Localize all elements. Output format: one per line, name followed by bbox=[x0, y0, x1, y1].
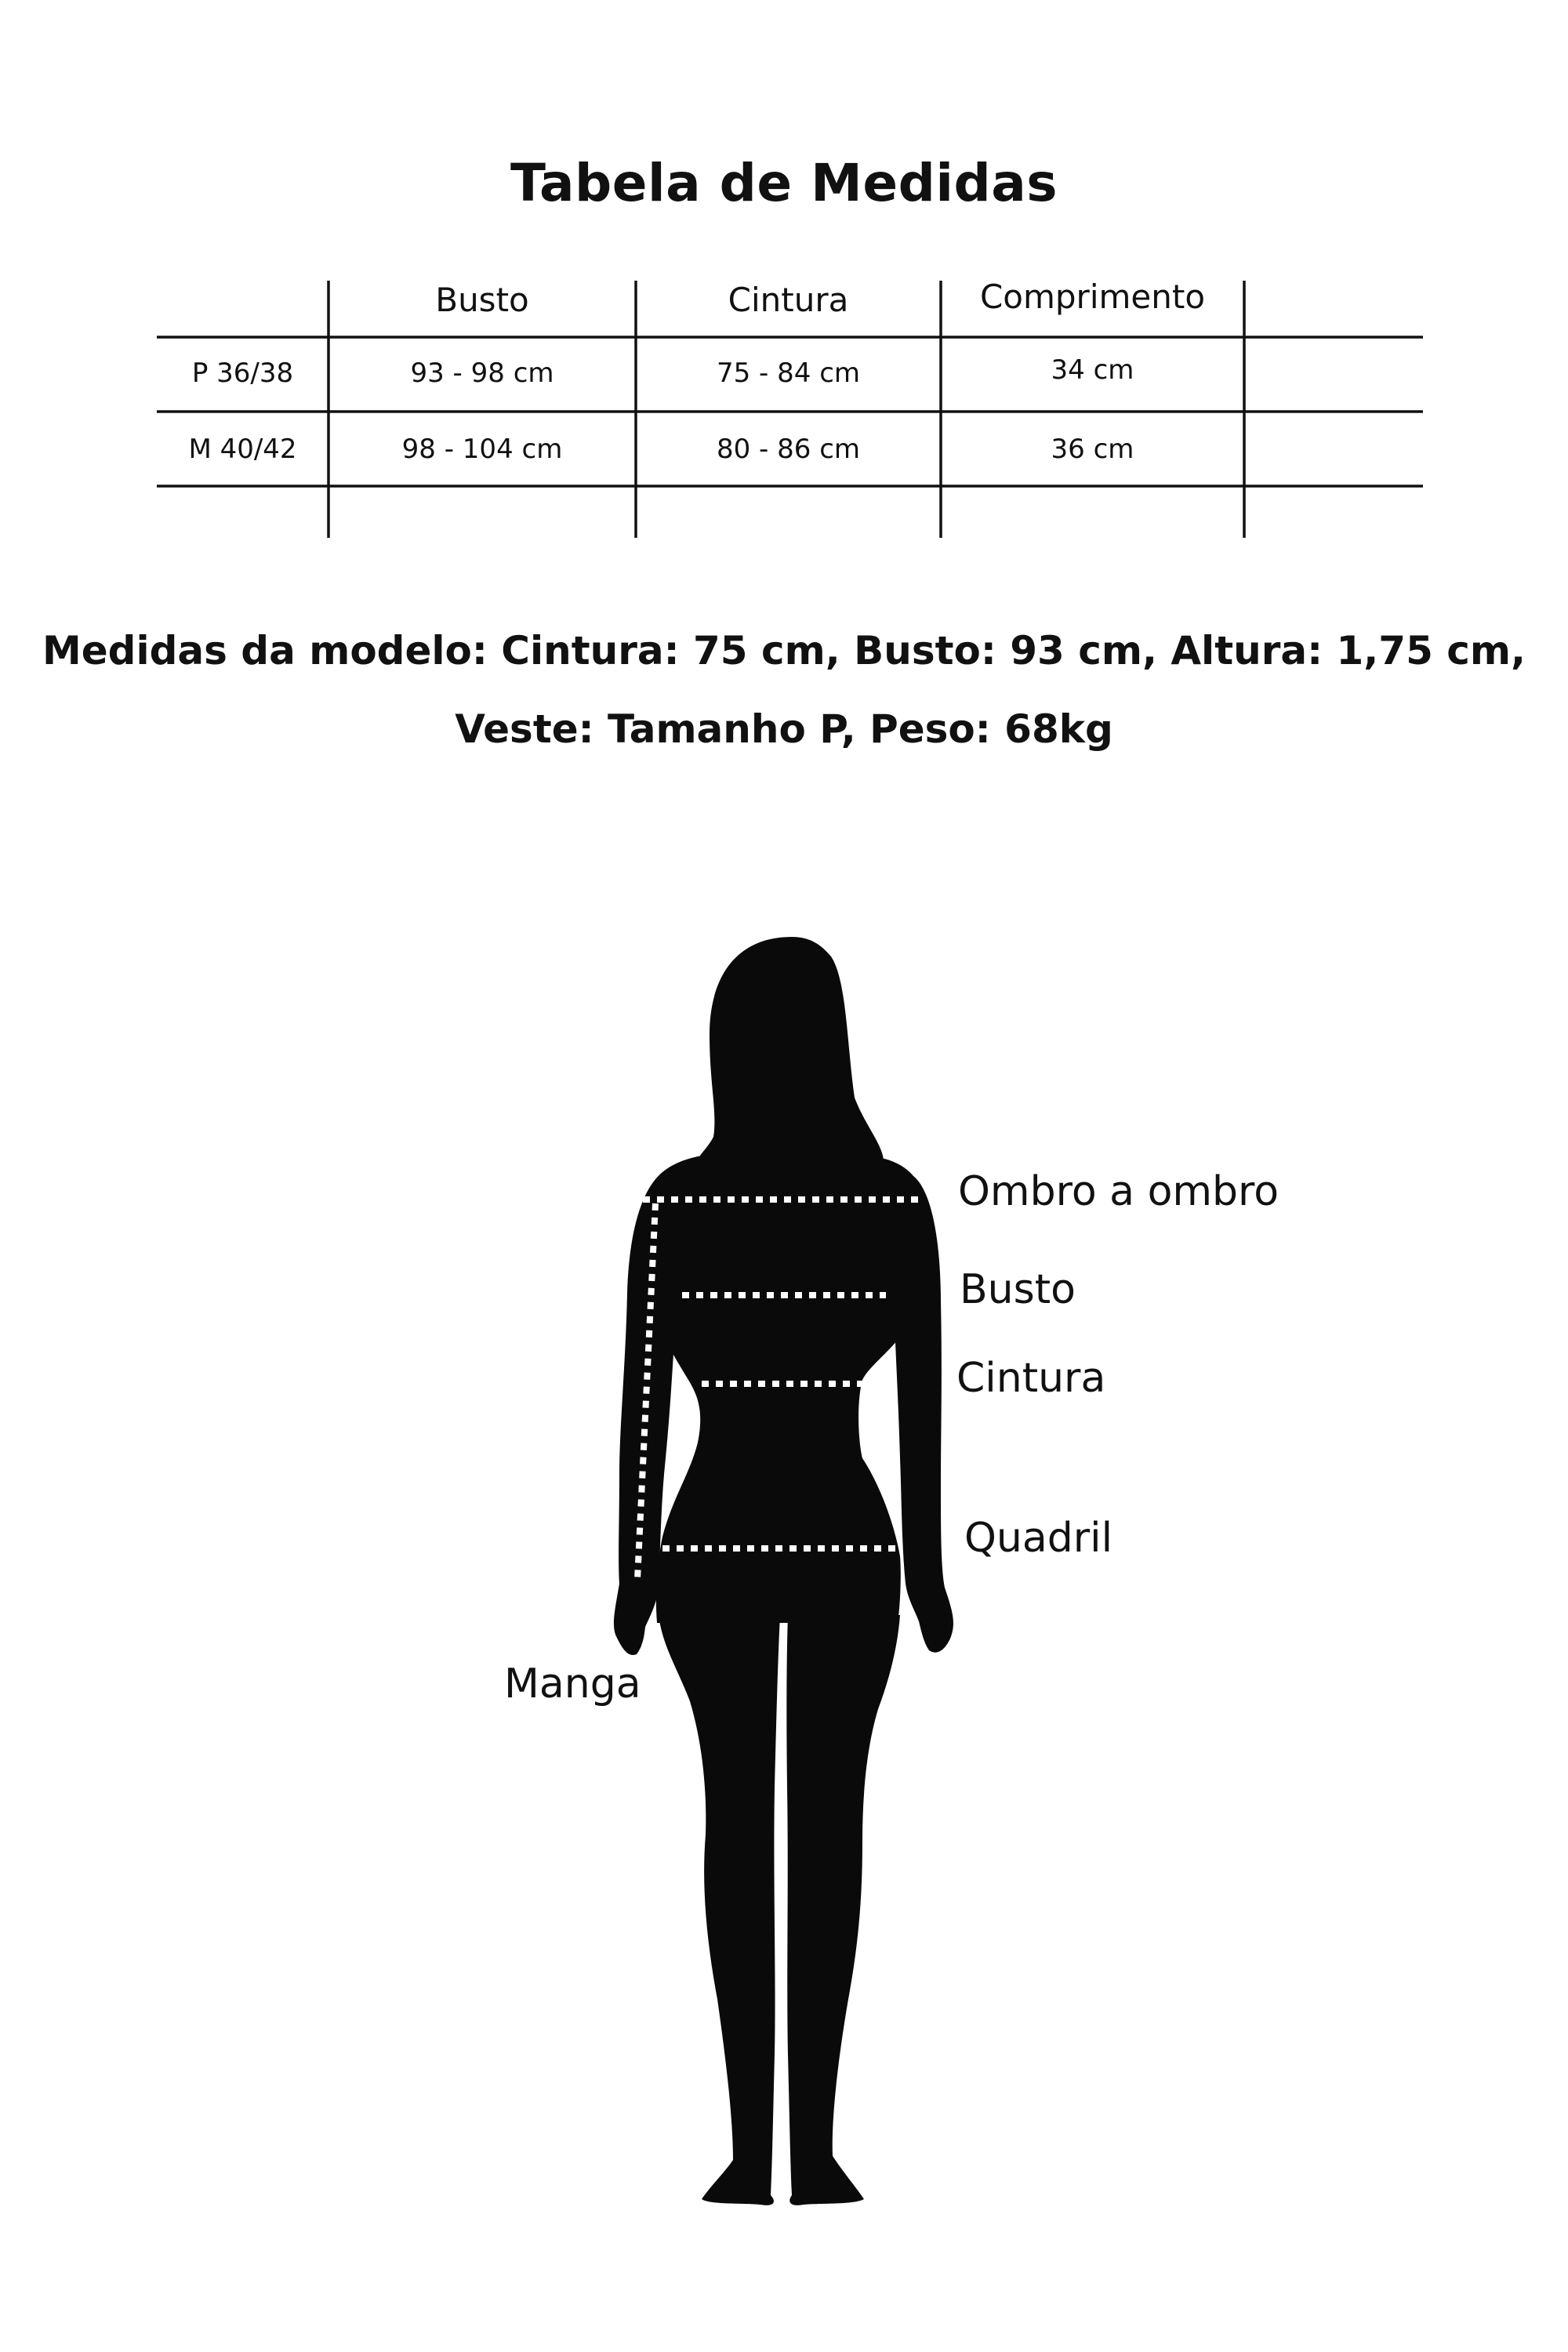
model-measurements-line2: Veste: Tamanho P, Peso: 68kg bbox=[455, 706, 1113, 752]
table-cell: 93 - 98 cm bbox=[410, 358, 554, 389]
table-header-busto: Busto bbox=[435, 281, 529, 319]
table-row-label: M 40/42 bbox=[188, 434, 297, 465]
label-manga: Manga bbox=[504, 1661, 641, 1708]
label-cintura: Cintura bbox=[956, 1355, 1106, 1402]
table-cell: 75 - 84 cm bbox=[716, 358, 861, 389]
label-ombro-a-ombro: Ombro a ombro bbox=[958, 1168, 1279, 1215]
table-cell: 98 - 104 cm bbox=[401, 434, 563, 465]
table-cell: 80 - 86 cm bbox=[716, 434, 861, 465]
table-cell: 34 cm bbox=[1051, 354, 1134, 386]
table-row-label: P 36/38 bbox=[191, 358, 294, 389]
label-busto: Busto bbox=[960, 1266, 1076, 1313]
table-header-cintura: Cintura bbox=[728, 281, 849, 319]
table-cell: 36 cm bbox=[1051, 434, 1134, 465]
page-title: Tabela de Medidas bbox=[510, 153, 1058, 213]
model-measurements-line1: Medidas da modelo: Cintura: 75 cm, Busto: 93 cm, Altura: 1,75 cm, bbox=[42, 628, 1526, 673]
female-silhouette-icon bbox=[614, 937, 953, 2205]
label-quadril: Quadril bbox=[964, 1515, 1113, 1562]
table-header-comprimento: Comprimento bbox=[979, 278, 1206, 316]
